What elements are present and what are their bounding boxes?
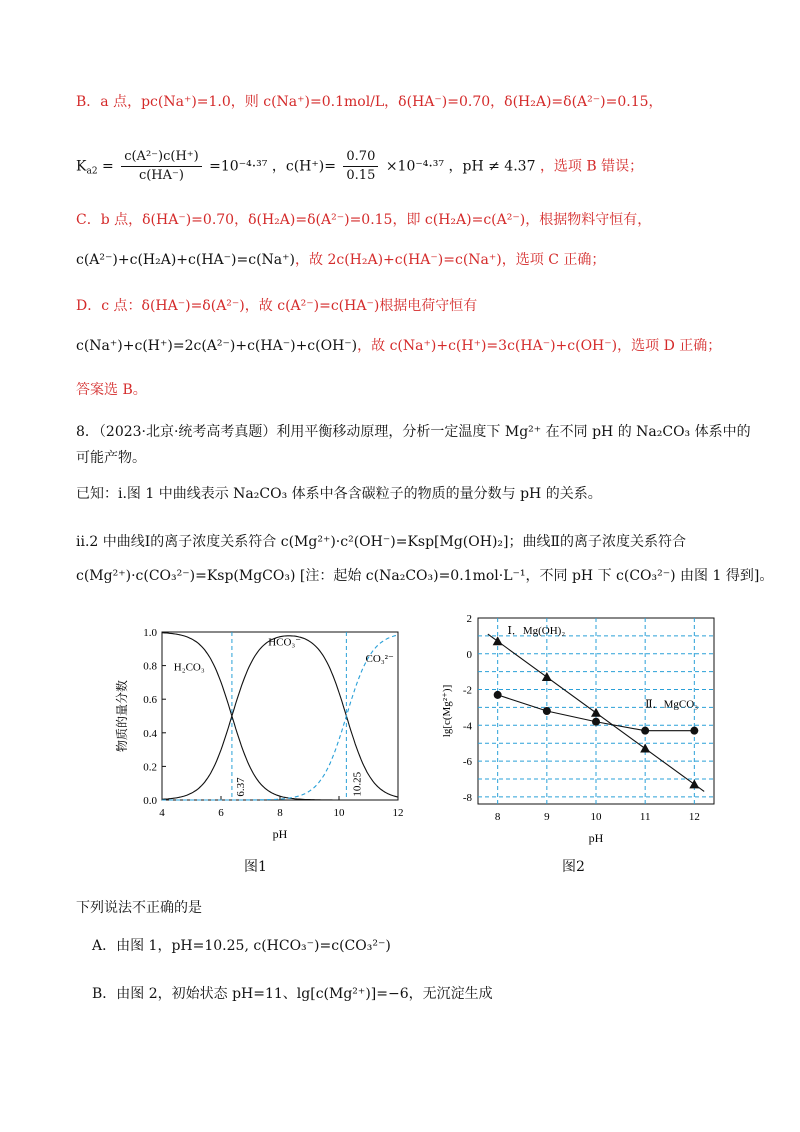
ch-denominator: 0.15 <box>346 168 376 183</box>
option-c-analysis-line1: C．b 点，δ(HA⁻)=0.70，δ(H₂A)=δ(A²⁻)=0.15，即 c(H₂A)=c(A²⁻)，根据物料守恒有， <box>76 212 652 228</box>
charge-balance-label: 根据电荷守恒有 <box>379 298 478 314</box>
x-tick-label: 10 <box>333 807 345 819</box>
y-tick-label: 1.0 <box>143 627 157 639</box>
x-tick-label: 12 <box>392 807 404 819</box>
y-tick-label: 0.0 <box>143 795 157 807</box>
ch-expression: ，c(H⁺)= <box>271 158 336 175</box>
question-8-stem-line2: 可能产物。 <box>76 450 146 466</box>
y-tick-label: 0.6 <box>143 694 157 707</box>
ph-not-equal: ，pH ≠ 4.37 <box>448 158 536 175</box>
ka-symbol: K <box>76 158 87 175</box>
series-mgco3-point <box>592 718 600 726</box>
y-tick-label: 2 <box>466 613 472 625</box>
pka1-annotation: 6.37 <box>234 777 247 797</box>
series-mg-oh2-point <box>591 708 601 717</box>
option-b-verdict: ，选项 B 错误； <box>539 158 644 175</box>
y-tick-label: 0.8 <box>143 660 157 673</box>
ka-value: =10⁻⁴·³⁷ <box>209 158 268 175</box>
figure-1-caption: 图1 <box>244 859 267 875</box>
ch-numerator: 0.70 <box>343 148 378 167</box>
option-b-analysis-line1: B．a 点，pc(Na⁺)=1.0，则 c(Na⁺)=0.1mol/L，δ(HA⁻)=0.70，δ(H₂A)=δ(A²⁻)=0.15， <box>76 94 663 110</box>
y-axis-label: lg[c(Mg²⁺)] <box>441 684 453 738</box>
option-d-analysis-line1 <box>76 296 477 316</box>
material-balance-eq: c(A²⁻)+c(H₂A)+c(HA⁻)=c(Na⁺) <box>76 252 295 268</box>
x-tick-label: 10 <box>590 811 602 823</box>
x-tick-label: 11 <box>639 811 651 823</box>
ka-denominator: c(HA⁻) <box>138 168 184 183</box>
series-mg-oh2-point <box>640 744 650 753</box>
y-tick-label: 0.4 <box>143 727 157 740</box>
x-axis-label: pH <box>272 827 288 841</box>
series-mg-oh2-point <box>493 636 503 645</box>
question-8-stem-line1: 8．（2023·北京·统考高考真题）利用平衡移动原理，分析一定温度下 Mg²⁺ 在不同 pH 的 Na₂CO₃ 体系中的 <box>76 424 751 440</box>
figure-2-chart <box>438 610 728 854</box>
answer-line: 答案选 B。 <box>76 382 147 398</box>
series-mg-oh2-point <box>542 672 552 681</box>
x-tick-label: 8 <box>277 807 283 819</box>
legend-co3: CO₃²⁻ <box>365 653 394 666</box>
figure-1-chart <box>108 618 408 852</box>
y-tick-label: -4 <box>462 720 472 733</box>
x-tick-label: 12 <box>688 811 700 823</box>
charge-balance-eq: c(Na⁺)+c(H⁺)=2c(A²⁻)+c(HA⁻)+c(OH⁻) <box>76 338 358 354</box>
ka-subscript: a2 <box>86 166 98 177</box>
legend-h2co3: H₂CO₃ <box>173 661 205 674</box>
known-condition-2: ii.2 中曲线Ⅰ的离子浓度关系符合 c(Mg²⁺)·c²(OH⁻)=Ksp[Mg(OH)₂]；曲线Ⅱ的离子浓度关系符合 <box>76 534 687 550</box>
question-prompt: 下列说法不正确的是 <box>76 900 202 916</box>
series-mgco3-point <box>543 707 551 715</box>
option-a: A．由图 1，pH=10.25, c(HCO₃⁻)=c(CO₃²⁻) <box>92 938 391 954</box>
option-d-verdict: ，故 c(Na⁺)+c(H⁺)=3c(HA⁻)+c(OH⁻)，选项 D 正确； <box>357 338 722 354</box>
series-mg-oh2-point <box>689 779 699 788</box>
pka2-annotation: 10.25 <box>351 771 364 797</box>
series-mgco3-point <box>641 727 649 735</box>
option-b: B．由图 2，初始状态 pH=11、lg[c(Mg²⁺)]=−6，无沉淀生成 <box>92 986 493 1002</box>
y-tick-label: -8 <box>462 791 472 804</box>
x-axis-label: pH <box>588 831 604 845</box>
option-d-condition: D．c 点：δ(HA⁻)=δ(A²⁻)，故 c(A²⁻)=c(HA⁻) <box>76 298 380 314</box>
x-tick-label: 8 <box>494 811 501 823</box>
figure-2-caption: 图2 <box>562 859 585 875</box>
x-tick-label: 4 <box>159 807 165 819</box>
ch-multiplier: ×10⁻⁴·³⁷ <box>385 158 445 175</box>
option-c-analysis-line2 <box>76 250 605 270</box>
ka-equals: = <box>102 158 114 175</box>
series-mgco3-point <box>494 691 502 699</box>
y-tick-label: -2 <box>462 684 472 697</box>
y-tick-label: 0.2 <box>143 761 157 774</box>
y-axis-label: 物质的量分数 <box>115 679 129 753</box>
legend-mg-oh2: Ⅰ．Mg(OH)₂ <box>507 625 566 638</box>
ch-fraction <box>343 148 378 185</box>
known-condition-3: c(Mg²⁺)·c(CO₃²⁻)=Ksp(MgCO₃) [注：起始 c(Na₂CO₃)=0.1mol·L⁻¹，不同 pH 下 c(CO₃²⁻) 由图 1 得到]。 <box>76 568 774 584</box>
y-tick-label: 0 <box>466 648 472 661</box>
y-tick-label: -6 <box>462 756 472 769</box>
option-d-analysis-line2 <box>76 336 721 356</box>
known-condition-1: 已知：i.图 1 中曲线表示 Na₂CO₃ 体系中各含碳粒子的物质的量分数与 pH 的关系。 <box>76 486 602 502</box>
option-b-analysis-line2 <box>76 148 643 185</box>
legend-mgco3: Ⅱ．MgCO₃ <box>645 698 699 711</box>
option-c-verdict: ，故 2c(H₂A)+c(HA⁻)=c(Na⁺)，选项 C 正确； <box>295 252 606 268</box>
ka-numerator: c(A²⁻)c(H⁺) <box>121 148 202 167</box>
x-tick-label: 6 <box>218 807 224 819</box>
series-mgco3-point <box>690 727 698 735</box>
ka-fraction <box>121 148 202 185</box>
legend-hco3: HCO₃⁻ <box>268 636 302 649</box>
x-tick-label: 9 <box>544 811 550 823</box>
